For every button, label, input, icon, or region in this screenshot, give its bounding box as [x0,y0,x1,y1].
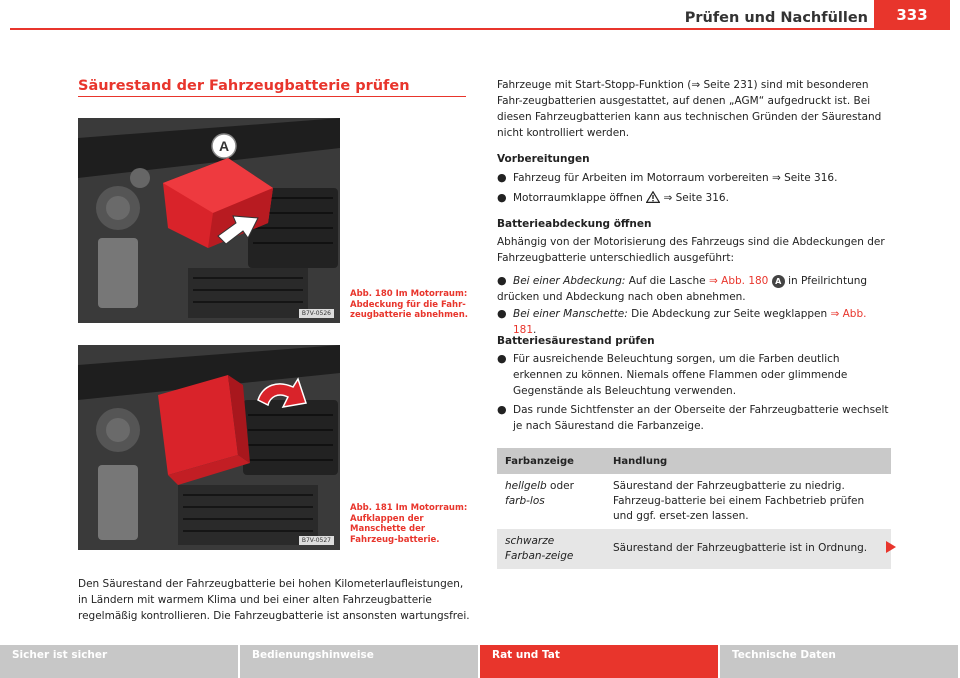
prep-bullet-2-ref[interactable]: ⇒ Seite 316. [663,192,729,204]
open-bullet-1-line2: drücken und Abdeckung nach oben abnehmen. [497,291,746,303]
bullet-dot: ● [497,274,507,287]
figure-180-caption: Abb. 180 Im Motorraum: Abdeckung für die Fahr-zeugbatterie abnehmen. [350,289,468,320]
open-bullet-2: ● Bei einer Manschette: Die Abdeckung zur Seite wegklappen ⇒ Abb. 181. [497,307,867,336]
acid-bullet-2-text: Das runde Sichtfenster an der Oberseite der Fahrzeugbatterie wechselt je nach Säurestand die Farbanzeige. [513,404,889,432]
color-value-b: farb-los [505,495,545,507]
section-rule [78,96,466,97]
prep-bullet-1 [497,170,890,186]
bullet-dot: ● [497,307,507,320]
footer-nav [0,645,960,678]
acid-heading: Batteriesäurestand prüfen [497,335,655,347]
open-bullet-1-label: Bei einer Abdeckung: [513,275,626,287]
figure-181-image [78,345,340,550]
prep-bullet-1-text: Fahrzeug für Arbeiten im Motorraum vorbereiten ⇒ Seite 316. [513,172,838,184]
next-page-arrow-icon[interactable] [884,540,898,554]
open-heading: Batterieabdeckung öffnen [497,218,652,230]
table-header-action: Handlung [605,448,891,474]
page-header-title: Prüfen und Nachfüllen [684,10,868,26]
acid-bullet-1 [497,351,890,399]
section-title: Säurestand der Fahrzeugbatterie prüfen [78,78,410,94]
color-value-a: hellgelb [505,480,547,492]
right-intro: Fahrzeuge mit Start-Stopp-Funktion (⇒ Seite 231) sind mit besonderen Fahr-zeugbatterien ausgestattet, auf denen „AGM“ aufgedruckt ist. Bei diesen Fahrzeugbatterien kann aus technischen Gründen der Säurestand nicht kontrolliert werden. [497,79,882,139]
prep-bullet-2 [497,190,890,206]
footer-tab-bedienung[interactable]: Bedienungshinweise [240,645,478,678]
warning-triangle-icon [646,191,660,203]
table-row [497,529,891,569]
open-bullet-1-rest: in Pfeilrichtung [788,275,868,287]
marker-a-badge: A [772,275,785,288]
table-cell-color [497,474,605,529]
bullet-dot: ● [497,171,507,184]
bullet-dot: ● [497,191,507,204]
table-cell-color: schwarze Farban-zeige [497,529,605,569]
intro-paragraph: Den Säurestand der Fahrzeugbatterie bei hohen Kilometerlaufleistungen, in Ländern mit warmem Klima und bei einer alten Fahrzeugbatterie regelmäßig kontrollieren. Die Fahrzeugbatterie ist ansonsten wartungsfrei. [78,578,470,622]
open-bullet-2-text: Die Abdeckung zur Seite wegklappen [631,308,828,320]
table-cell-action: Säurestand der Fahrzeugbatterie ist in Ordnung. [605,529,891,569]
figure-180-marker: A [218,138,230,154]
open-text: Abhängig von der Motorisierung des Fahrzeugs sind die Abdeckungen der Fahrzeugbatterie unterschiedlich ausgeführt: [497,236,885,264]
table-header-row [497,448,891,474]
fig-180-link[interactable]: ⇒ Abb. 180 [709,275,769,287]
fig-181-link[interactable]: ⇒ Abb. 181 [513,308,867,336]
footer-tab-rat[interactable]: Rat und Tat [480,645,718,678]
prep-bullet-2-text: Motorraumklappe öffnen [513,192,643,204]
open-bullet-2-label: Bei einer Manschette: [513,308,628,320]
footer-tab-sicher[interactable]: Sicher ist sicher [0,645,238,678]
color-value-or: oder [550,480,574,492]
acid-bullet-1-text: Für ausreichende Beleuchtung sorgen, um die Farben deutlich erkennen zu können. Niemals offene Flammen oder glimmende Gegenstände als Beleuchtung verwenden. [513,353,848,397]
table-cell-action: Säurestand der Fahrzeugbatterie zu niedrig. Fahrzeug-batterie bei einem Fachbetrieb prüfen und ggf. erset-zen lassen. [605,474,891,529]
figure-181-caption: Abb. 181 Im Motorraum: Aufklappen der Manschette der Fahrzeug-batterie. [350,503,468,545]
open-bullet-1 [497,273,890,289]
color-indicator-table [497,448,891,569]
open-bullet-1-text: Auf die Lasche [628,275,706,287]
figure-180-code: B7V-0526 [299,309,334,318]
footer-tab-technik[interactable]: Technische Daten [720,645,958,678]
prep-heading: Vorbereitungen [497,153,590,165]
table-header-color: Farbanzeige [497,448,605,474]
bullet-dot: ● [497,403,507,416]
figure-180-image [78,118,340,323]
page-number: 333 [874,0,950,30]
header-rule [10,28,910,30]
table-row [497,474,891,529]
bullet-dot: ● [497,352,507,365]
acid-bullet-2 [497,402,890,434]
figure-181-code: B7V-0527 [299,536,334,545]
